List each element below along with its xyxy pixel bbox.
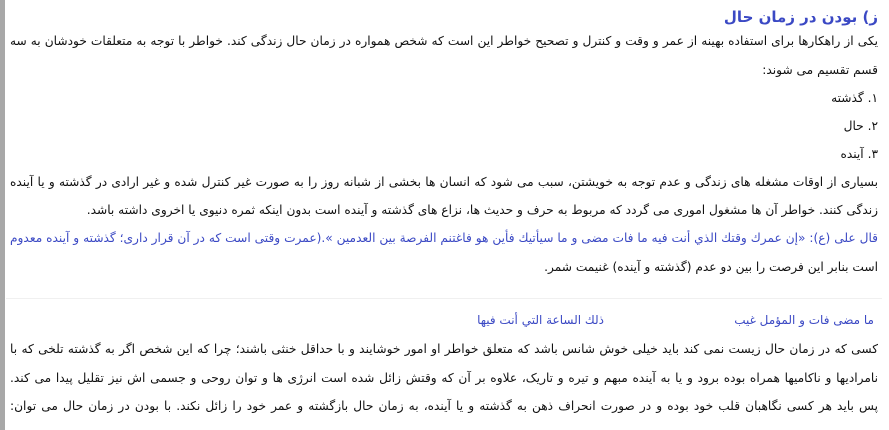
- para1-line1: یکی از راهکارها برای استفاده بهینه از عمر و وقت و کنترل و تصحیح خواطر این است که شخص همواره در زمان حال زندگی کند. خواطر با توجه به متعلقات خودشان به سه: [10, 34, 878, 48]
- separator: [6, 298, 882, 299]
- para3-line2: است بنابر این فرصت را بین دو عدم (گذشته و آینده) غنیمت شمر.: [544, 260, 878, 274]
- left-scroll-edge: [0, 0, 5, 430]
- list-item-future: ۳. آینده: [840, 147, 878, 161]
- quote-middle: ذلك الساعة التي أنت فيها: [477, 313, 604, 327]
- para4-line1: کسی که در زمان حال زیست نمی کند باید خیلی خوش شانس باشد که متعلق خواطر او امور خوشایند و با حداقل خنثی باشند؛ چرا که این شخص اگر به گذشته تلخی که با: [10, 342, 878, 356]
- section-heading: ز) بودن در زمان حال: [723, 8, 878, 26]
- para1-line2: قسم تقسیم می شوند:: [762, 63, 878, 77]
- para2-line1: بسیاری از اوقات مشغله های زندگی و عدم توجه به خویشتن، سبب می شود که انسان ها بخشی از شبانه روز را به صورت غیر کنترل شده و غیر ارادی در گذشته و یا آینده: [10, 175, 878, 189]
- para3-line1: قال علی (ع): «إن عمرك وقتك الذي أنت فيه ما فات مضى و ما سيأتيك فأين هو فاغتنم الفرصة بين العدمين ».(عمرت وقتی است که در آن قرار داری؛ گذشته و آینده معدوم: [10, 231, 878, 245]
- para4-line2: نامرادیها و ناکامیها همراه بوده برود و یا به آینده مبهم و تیره و تاریک، علاوه بر آن که وقتش زائل شده است انرژی ها و توان روحی و جسمی اش نیز تقلیل پیدا می کند.: [10, 371, 878, 385]
- para2-line2: زندگی کنند. خواطر آن ها مشغول اموری می گردد که مربوط به حرف و حدیث ها، نزاع های گذشته و آینده است بدون اینکه ثمره دنیوی یا اخروی داشته باشد.: [86, 203, 878, 217]
- quote-right: ما مضى فات و المؤمل غيب: [734, 313, 874, 327]
- document-page: [6, 0, 882, 430]
- list-item-past: ۱. گذشته: [831, 91, 878, 105]
- para4-line3: پس باید هر کسی نگاهبان قلب خود بوده و در صورت انحراف ذهن به گذشته و یا آینده، به زمان حال بازگشته و عمر خود را زائل نکند. با بودن در زمان حال می توان:: [10, 399, 878, 413]
- list-item-present: ۲. حال: [843, 119, 878, 133]
